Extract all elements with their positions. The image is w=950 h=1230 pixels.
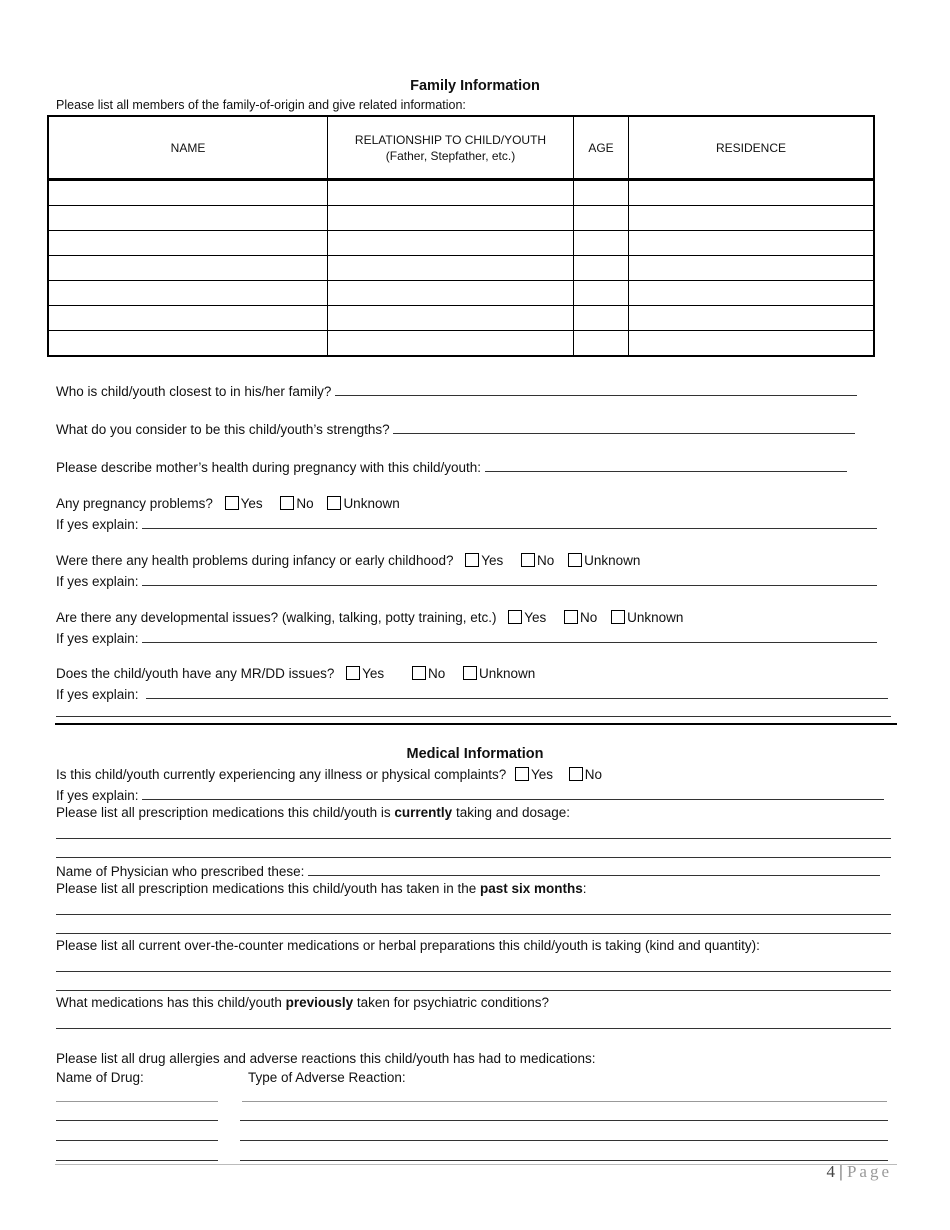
no-label: No [584, 767, 603, 782]
page-number-value: 4 [826, 1162, 836, 1181]
page-number [827, 1162, 892, 1182]
drug-name-line[interactable] [56, 1140, 218, 1141]
pregnancy-explain-line[interactable] [142, 515, 877, 529]
strengths-answer-line[interactable] [393, 420, 855, 434]
name-cell[interactable] [48, 180, 328, 206]
table-row [48, 256, 874, 281]
mrdd-explain-line[interactable] [146, 685, 888, 699]
reaction-line[interactable] [240, 1160, 888, 1161]
footer-divider [55, 1164, 897, 1165]
reaction-line[interactable] [240, 1140, 888, 1141]
yes-label: Yes [240, 496, 263, 511]
age-cell[interactable] [574, 231, 629, 256]
pregnancy-no-checkbox[interactable] [280, 496, 294, 510]
mrdd-yes-checkbox[interactable] [346, 666, 360, 680]
if-yes-label: If yes explain: [56, 574, 139, 589]
name-cell[interactable] [48, 331, 328, 357]
psych-meds-line[interactable] [56, 1028, 891, 1029]
mrdd-explain [56, 685, 888, 702]
page-separator: | [839, 1162, 843, 1181]
relationship-cell[interactable] [328, 331, 574, 357]
residence-cell[interactable] [629, 306, 875, 331]
closest-question [56, 382, 857, 399]
reaction-line[interactable] [240, 1120, 888, 1121]
current-meds-emphasis: currently [394, 805, 453, 820]
drug-name-line[interactable] [56, 1160, 218, 1161]
developmental-explain [56, 629, 877, 646]
relationship-cell[interactable] [328, 180, 574, 206]
family-table-header [48, 116, 874, 180]
unknown-label: Unknown [343, 496, 400, 511]
pregnancy-unknown-checkbox[interactable] [327, 496, 341, 510]
table-row [48, 281, 874, 306]
age-cell[interactable] [574, 256, 629, 281]
table-row [48, 206, 874, 231]
illness-explain-line[interactable] [142, 786, 884, 800]
otc-line[interactable] [56, 990, 891, 991]
pregnancy-label: Any pregnancy problems? [56, 496, 213, 511]
psych-meds-emphasis: previously [285, 995, 354, 1010]
illness-explain [56, 786, 884, 803]
psych-meds-text-end: taken for psychiatric conditions? [353, 995, 550, 1010]
mrdd-question [56, 666, 535, 681]
if-yes-label: If yes explain: [56, 687, 139, 702]
developmental-no-checkbox[interactable] [564, 610, 578, 624]
physician-answer-line[interactable] [308, 862, 880, 876]
no-label: No [537, 553, 555, 568]
physician-label: Name of Physician who prescribed these: [56, 864, 305, 879]
allergies-question: Please list all drug allergies and adverse reactions this child/youth has had to medications: [56, 1051, 596, 1066]
past-meds-text: Please list all prescription medications this child/youth has taken in the [56, 881, 480, 896]
if-yes-label: If yes explain: [56, 788, 139, 803]
medical-info-title: Medical Information [406, 746, 544, 762]
name-cell[interactable] [48, 306, 328, 331]
relationship-cell[interactable] [328, 281, 574, 306]
mrdd-unknown-checkbox[interactable] [463, 666, 477, 680]
no-label: No [427, 666, 446, 681]
otc-line[interactable] [56, 971, 891, 972]
section-divider [55, 723, 897, 725]
family-info-title: Family Information [410, 78, 540, 94]
col-relationship-line1: RELATIONSHIP TO CHILD/YOUTH [354, 132, 547, 147]
pregnancy-explain [56, 515, 877, 532]
name-cell[interactable] [48, 281, 328, 306]
name-cell[interactable] [48, 256, 328, 281]
mother-health-answer-line[interactable] [485, 458, 847, 472]
past-meds-line[interactable] [56, 933, 891, 934]
current-meds-text-end: taking and dosage: [452, 805, 571, 820]
psych-meds-question [56, 995, 549, 1010]
residence-cell[interactable] [629, 281, 875, 306]
table-row [48, 180, 874, 206]
col-age: AGE [574, 116, 629, 180]
past-meds-text-end: : [582, 881, 587, 896]
current-meds-text: Please list all prescription medications this child/youth is [56, 805, 395, 820]
past-meds-question [56, 881, 587, 896]
residence-cell[interactable] [629, 180, 875, 206]
col-name: NAME [48, 116, 328, 180]
physician-question [56, 862, 880, 879]
yes-label: Yes [362, 666, 385, 681]
pregnancy-question [56, 496, 400, 511]
mrdd-no-checkbox[interactable] [412, 666, 426, 680]
relationship-cell[interactable] [328, 306, 574, 331]
developmental-unknown-checkbox[interactable] [611, 610, 625, 624]
infancy-explain-line[interactable] [142, 572, 877, 586]
if-yes-label: If yes explain: [56, 631, 139, 646]
psych-meds-text: What medications has this child/youth [56, 995, 286, 1010]
developmental-question [56, 610, 683, 625]
past-meds-line[interactable] [56, 914, 891, 915]
age-cell[interactable] [574, 306, 629, 331]
age-cell[interactable] [574, 281, 629, 306]
table-row [48, 231, 874, 256]
relationship-cell[interactable] [328, 231, 574, 256]
infancy-yes-checkbox[interactable] [465, 553, 479, 567]
illness-label: Is this child/youth currently experiencing any illness or physical complaints? [56, 767, 507, 782]
col-relationship-line2: (Father, Stepfather, etc.) [385, 148, 516, 163]
yes-label: Yes [481, 553, 504, 568]
mrdd-explain-line-2[interactable] [56, 716, 891, 717]
page-word: Page [846, 1162, 892, 1181]
col-residence: RESIDENCE [629, 116, 875, 180]
illness-question [56, 767, 602, 782]
table-row [48, 331, 874, 357]
unknown-label: Unknown [478, 666, 536, 681]
developmental-label: Are there any developmental issues? (walking, talking, potty training, etc.) [56, 610, 497, 625]
strengths-label: What do you consider to be this child/youth’s strengths? [56, 422, 390, 437]
col-relationship [328, 116, 574, 180]
strengths-question [56, 420, 855, 437]
drug-name-line[interactable] [56, 1120, 218, 1121]
otc-question: Please list all current over-the-counter medications or herbal preparations this child/youth is taking (kind and quantity): [56, 938, 760, 953]
residence-cell[interactable] [629, 231, 875, 256]
residence-cell[interactable] [629, 206, 875, 231]
relationship-cell[interactable] [328, 206, 574, 231]
family-instructions: Please list all members of the family-of-origin and give related information: [56, 98, 466, 112]
infancy-unknown-checkbox[interactable] [568, 553, 582, 567]
closest-label: Who is child/youth closest to in his/her family? [56, 384, 332, 399]
mrdd-label: Does the child/youth have any MR/DD issues? [56, 666, 335, 681]
past-meds-emphasis: past six months [479, 881, 583, 896]
current-meds-line[interactable] [56, 857, 891, 858]
name-cell[interactable] [48, 231, 328, 256]
unknown-label: Unknown [584, 553, 641, 568]
illness-no-checkbox[interactable] [569, 767, 583, 781]
no-label: No [580, 610, 598, 625]
drug-name-label: Name of Drug: [56, 1070, 144, 1085]
infancy-explain [56, 572, 877, 589]
drug-name-line[interactable] [56, 1101, 218, 1102]
age-cell[interactable] [574, 206, 629, 231]
family-table [47, 115, 875, 357]
illness-yes-checkbox[interactable] [515, 767, 529, 781]
age-cell[interactable] [574, 331, 629, 357]
mother-health-label: Please describe mother’s health during pregnancy with this child/youth: [56, 460, 481, 475]
closest-answer-line[interactable] [335, 382, 857, 396]
age-cell[interactable] [574, 180, 629, 206]
developmental-explain-line[interactable] [142, 629, 877, 643]
infancy-question [56, 553, 640, 568]
if-yes-label: If yes explain: [56, 517, 139, 532]
residence-cell[interactable] [629, 331, 875, 357]
mother-health-question [56, 458, 847, 475]
current-meds-question [56, 805, 570, 820]
table-row [48, 306, 874, 331]
pregnancy-yes-checkbox[interactable] [225, 496, 239, 510]
infancy-no-checkbox[interactable] [521, 553, 535, 567]
yes-label: Yes [524, 610, 547, 625]
infancy-label: Were there any health problems during infancy or early childhood? [56, 553, 454, 568]
current-meds-line[interactable] [56, 838, 891, 839]
relationship-cell[interactable] [328, 256, 574, 281]
name-cell[interactable] [48, 206, 328, 231]
reaction-line[interactable] [242, 1101, 887, 1102]
unknown-label: Unknown [627, 610, 684, 625]
residence-cell[interactable] [629, 256, 875, 281]
reaction-label: Type of Adverse Reaction: [248, 1070, 406, 1085]
no-label: No [296, 496, 314, 511]
yes-label: Yes [530, 767, 554, 782]
developmental-yes-checkbox[interactable] [508, 610, 522, 624]
